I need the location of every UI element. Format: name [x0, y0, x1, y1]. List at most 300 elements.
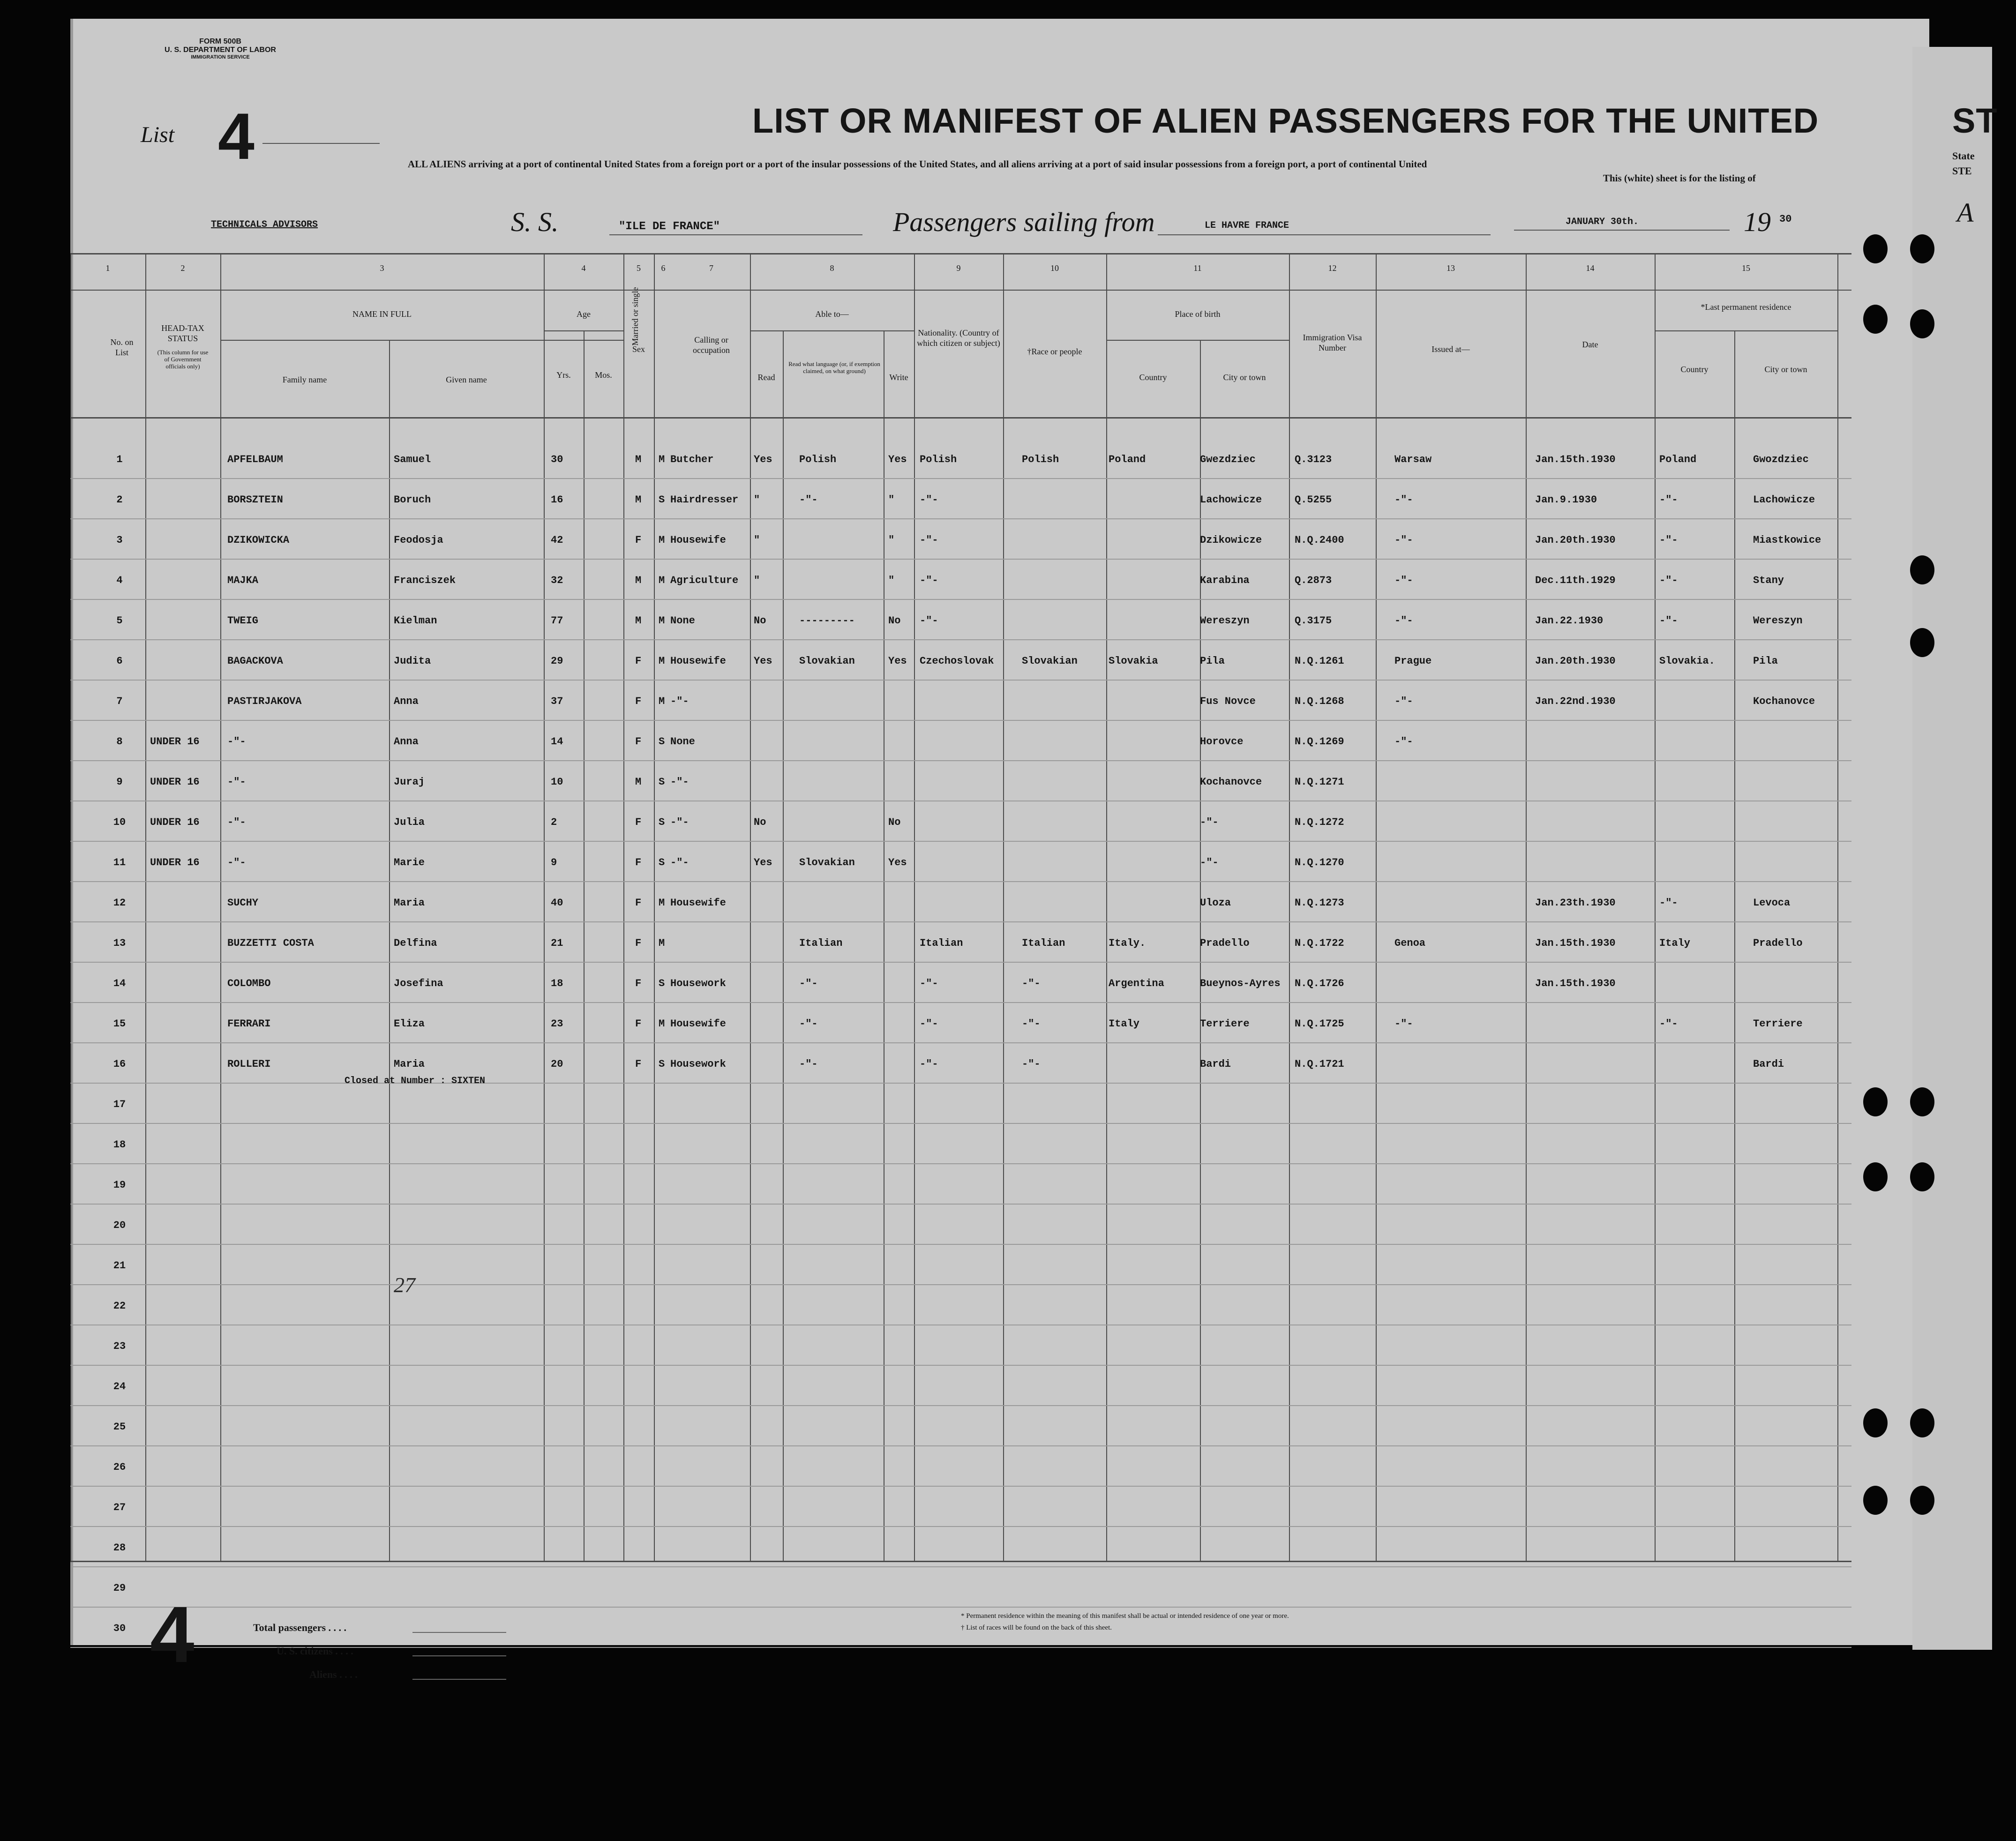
col-num-5: 5: [637, 263, 641, 273]
departure-date: JANUARY 30th.: [1566, 217, 1639, 227]
birth-city: Bardi: [1200, 1058, 1231, 1070]
ship-underline: [609, 234, 862, 235]
header-mos: Mos.: [595, 370, 612, 380]
can-read: Yes: [754, 454, 772, 465]
birth-city: Bueynos-Ayres: [1200, 978, 1281, 989]
age-years: 32: [551, 575, 563, 586]
row-rule: [70, 1002, 1851, 1003]
issued-at: Genoa: [1394, 937, 1426, 949]
given-name: Anna: [394, 696, 419, 707]
visa-number: Q.3123: [1295, 454, 1332, 465]
visa-date: Jan.15th.1930: [1535, 978, 1616, 989]
sex: F: [635, 696, 642, 707]
residence-city: Kochanovce: [1753, 696, 1815, 707]
header-race: †Race or people: [1027, 347, 1082, 356]
issued-at: -"-: [1394, 575, 1413, 586]
residence-city: Lachowicze: [1753, 494, 1815, 506]
footer-total-passengers: Total passengers . . . .: [253, 1622, 347, 1633]
row-number: 7: [116, 696, 123, 707]
row-rule: [70, 1405, 1851, 1406]
residence-city: Pradello: [1753, 937, 1803, 949]
residence-city: Pila: [1753, 655, 1778, 667]
residence-country: Poland: [1659, 454, 1697, 465]
family-name: -"-: [227, 857, 246, 868]
sailing-label: Passengers sailing from: [893, 207, 1155, 237]
family-name: PASTIRJAKOVA: [227, 696, 302, 707]
given-name: Marie: [394, 857, 425, 868]
col-border-14: [1200, 340, 1201, 1561]
residence-city: Wereszyn: [1753, 615, 1803, 627]
closed-note: Closed at Number : SIXTEN: [345, 1076, 486, 1086]
row-number: 22: [113, 1300, 126, 1312]
can-write: ": [888, 494, 895, 506]
age-years: 14: [551, 736, 563, 748]
birth-city: Karabina: [1200, 575, 1250, 586]
given-name: Franciszek: [394, 575, 456, 586]
subtitle: ALL ALIENS arriving at a port of continental United States from a foreign port or a port of the insular possessions of the United States, and all aliens arriving at a port of said insular possessions from a foreign port, a port of continental United: [408, 158, 1427, 170]
header-nationality: Nationality. (Country of which citizen or subject): [917, 328, 1000, 348]
row-number: 29: [113, 1582, 126, 1594]
birth-city: Horovce: [1200, 736, 1244, 748]
calling: -"-: [670, 696, 689, 707]
footer-list-number: 4: [150, 1590, 195, 1679]
sex: F: [635, 816, 642, 828]
row-rule: [70, 1163, 1851, 1164]
residence-city: Gwozdziec: [1753, 454, 1809, 465]
visa-date: Jan.9.1930: [1535, 494, 1597, 506]
can-write: Yes: [888, 454, 907, 465]
residence-subheader-border: [1655, 330, 1837, 331]
read-language: Italian: [799, 937, 843, 949]
departure-port: LE HAVRE FRANCE: [1205, 220, 1289, 231]
age-years: 2: [551, 816, 557, 828]
header-res-city: City or town: [1764, 365, 1807, 374]
row-rule: [70, 760, 1851, 761]
given-name: Boruch: [394, 494, 431, 506]
column-number-border: [70, 290, 1851, 291]
residence-city: Levoca: [1753, 897, 1791, 909]
family-name: BORSZTEIN: [227, 494, 283, 506]
header-date: Date: [1582, 340, 1598, 349]
family-name: COLOMBO: [227, 978, 271, 989]
binder-hole: [1910, 1162, 1934, 1191]
table-top-border: [70, 253, 1851, 254]
residence-country: Slovakia.: [1659, 655, 1715, 667]
calling: Housewife: [670, 534, 726, 546]
marital-status: S: [659, 736, 665, 748]
ss-label: S. S.: [511, 207, 559, 237]
birth-city: Pradello: [1200, 937, 1250, 949]
row-rule: [70, 1123, 1851, 1124]
can-read: ": [754, 494, 760, 506]
can-write: No: [888, 816, 901, 828]
residence-city: Miastkowice: [1753, 534, 1821, 546]
row-rule: [70, 639, 1851, 640]
header-bottom-border: [70, 417, 1851, 419]
residence-country: -"-: [1659, 897, 1678, 909]
date-underline: [1514, 230, 1730, 231]
family-name: ROLLERI: [227, 1058, 271, 1070]
row-rule: [70, 841, 1851, 842]
footnote-residence: * Permanent residence within the meaning of this manifest shall be actual or intended residence of one year or more.: [961, 1612, 1289, 1620]
marital-status: M: [659, 1018, 665, 1030]
row-number: 11: [113, 857, 126, 868]
can-write: ": [888, 534, 895, 546]
marital-status: S: [659, 816, 665, 828]
marital-status: M: [659, 615, 665, 627]
port-underline: [1158, 234, 1491, 235]
next-sheet-state: State: [1952, 150, 1975, 162]
given-name: Anna: [394, 736, 419, 748]
sex: F: [635, 655, 642, 667]
row-number: 2: [116, 494, 123, 506]
footer-border: [70, 1561, 1851, 1562]
row-number: 14: [113, 978, 126, 989]
col-num-11: 11: [1193, 263, 1202, 273]
head-tax-status: UNDER 16: [150, 736, 200, 748]
row-rule: [70, 1284, 1851, 1285]
can-write: Yes: [888, 655, 907, 667]
next-sheet-title-fragment: ST: [1952, 101, 1998, 140]
visa-number: N.Q.1270: [1295, 857, 1344, 868]
footer-us-citizens: U. S. citizens . . . .: [277, 1645, 353, 1657]
visa-date: Jan.22.1930: [1535, 615, 1604, 627]
sex: F: [635, 736, 642, 748]
family-name: BAGACKOVA: [227, 655, 283, 667]
col-num-7: 7: [709, 263, 713, 273]
can-read: Yes: [754, 655, 772, 667]
marital-status: S: [659, 1058, 665, 1070]
birth-city: Uloza: [1200, 897, 1231, 909]
sex: F: [635, 897, 642, 909]
ship-name: "ILE DE FRANCE": [619, 220, 720, 233]
read-language: Slovakian: [799, 857, 855, 868]
next-sheet-ste: STE: [1952, 165, 1972, 177]
can-read: Yes: [754, 857, 772, 868]
row-rule: [70, 599, 1851, 600]
nationality: -"-: [920, 575, 938, 586]
visa-number: N.Q.1271: [1295, 776, 1344, 788]
row-number: 28: [113, 1542, 126, 1554]
race: -"-: [1022, 978, 1041, 989]
residence-country: Italy: [1659, 937, 1691, 949]
row-number: 13: [113, 937, 126, 949]
age-years: 40: [551, 897, 563, 909]
read-language: -"-: [799, 494, 818, 506]
can-read: ": [754, 575, 760, 586]
row-number: 5: [116, 615, 123, 627]
residence-city: Bardi: [1753, 1058, 1784, 1070]
can-write: No: [888, 615, 901, 627]
calling: Hairdresser: [670, 494, 739, 506]
family-name: DZIKOWICKA: [227, 534, 290, 546]
visa-number: N.Q.2400: [1295, 534, 1344, 546]
residence-country: -"-: [1659, 494, 1678, 506]
sex: M: [635, 494, 642, 506]
row-number: 26: [113, 1461, 126, 1473]
row-rule: [70, 1566, 1851, 1567]
age-years: 10: [551, 776, 563, 788]
birth-country: Poland: [1109, 454, 1146, 465]
visa-number: N.Q.1721: [1295, 1058, 1344, 1070]
visa-number: Q.2873: [1295, 575, 1332, 586]
family-name: MAJKA: [227, 575, 259, 586]
header-birth-city: City or town: [1223, 373, 1266, 382]
row-number: 15: [113, 1018, 126, 1030]
row-number: 18: [113, 1139, 126, 1151]
row-rule: [70, 518, 1851, 519]
visa-date: Jan.23th.1930: [1535, 897, 1616, 909]
birth-city: Lachowicze: [1200, 494, 1262, 506]
calling: Butcher: [670, 454, 714, 465]
row-number: 10: [113, 816, 126, 828]
calling: None: [670, 615, 695, 627]
given-name: Feodosja: [394, 534, 443, 546]
race: Polish: [1022, 454, 1059, 465]
header-place-of-birth: Place of birth: [1175, 309, 1221, 319]
issued-at: Warsaw: [1394, 454, 1432, 465]
header-head-tax-note: (This column for use of Government officials only): [157, 349, 209, 370]
col-num-10: 10: [1050, 263, 1059, 273]
visa-number: N.Q.1725: [1295, 1018, 1344, 1030]
birth-city: Terriere: [1200, 1018, 1250, 1030]
header-birth-country: Country: [1139, 373, 1167, 382]
read-language: Polish: [799, 454, 837, 465]
marital-status: S: [659, 494, 665, 506]
age-years: 9: [551, 857, 557, 868]
binder-hole: [1910, 555, 1934, 584]
calling: -"-: [670, 776, 689, 788]
header-visa: Immigration Visa Number: [1303, 333, 1362, 352]
birth-city: Wereszyn: [1200, 615, 1250, 627]
page-title: LIST OR MANIFEST OF ALIEN PASSENGERS FOR THE UNITED: [752, 101, 1819, 140]
age-years: 23: [551, 1018, 563, 1030]
age-years: 37: [551, 696, 563, 707]
read-language: Slovakian: [799, 655, 855, 667]
given-name: Josefina: [394, 978, 443, 989]
row-number: 27: [113, 1502, 126, 1513]
nationality: Italian: [920, 937, 963, 949]
header-issued-at: Issued at—: [1431, 344, 1470, 354]
visa-number: N.Q.1268: [1295, 696, 1344, 707]
birth-city: Fus Novce: [1200, 696, 1256, 707]
col-border-9: [783, 330, 784, 1561]
binder-hole: [1910, 628, 1934, 657]
footer-line-2: [412, 1655, 506, 1656]
sex: F: [635, 937, 642, 949]
marital-status: S: [659, 776, 665, 788]
issued-at: -"-: [1394, 494, 1413, 506]
footer-aliens: Aliens . . . .: [309, 1669, 358, 1680]
header-read-lang: Read what language (or, if exemption claimed, on what ground): [788, 360, 880, 374]
row-rule: [70, 962, 1851, 963]
given-name: Eliza: [394, 1018, 425, 1030]
visa-number: N.Q.1273: [1295, 897, 1344, 909]
birth-country: Italy.: [1109, 937, 1146, 949]
calling: None: [670, 736, 695, 748]
marital-status: M: [659, 937, 665, 949]
nationality: -"-: [920, 978, 938, 989]
header-married: Married or single: [630, 287, 640, 346]
col-num-12: 12: [1328, 263, 1337, 273]
read-language: -"-: [799, 1018, 818, 1030]
visa-date: Dec.11th.1929: [1535, 575, 1616, 586]
calling: Housewife: [670, 655, 726, 667]
next-sheet-letter: A: [1957, 197, 1974, 228]
family-name: -"-: [227, 776, 246, 788]
sex: F: [635, 1018, 642, 1030]
col-num-14: 14: [1586, 263, 1595, 273]
marital-status: M: [659, 655, 665, 667]
marital-status: S: [659, 978, 665, 989]
sex: M: [635, 454, 642, 465]
calling: -"-: [670, 857, 689, 868]
row-number: 16: [113, 1058, 126, 1070]
age-years: 42: [551, 534, 563, 546]
row-rule: [70, 1204, 1851, 1205]
row-rule: [70, 921, 1851, 922]
birth-city: Kochanovce: [1200, 776, 1262, 788]
marital-status: M: [659, 534, 665, 546]
row-rule: [70, 478, 1851, 479]
can-write: ": [888, 575, 895, 586]
residence-city: Stany: [1753, 575, 1784, 586]
given-name: Samuel: [394, 454, 431, 465]
row-number: 25: [113, 1421, 126, 1433]
visa-number: Q.3175: [1295, 615, 1332, 627]
list-number: 4: [218, 99, 255, 173]
row-rule: [70, 1607, 1851, 1608]
family-name: BUZZETTI COSTA: [227, 937, 314, 949]
footer-line-1: [412, 1632, 506, 1633]
row-rule: [70, 1244, 1851, 1245]
row-number: 19: [113, 1179, 126, 1191]
given-name: Julia: [394, 816, 425, 828]
read-language: -"-: [799, 978, 818, 989]
birth-city: Gwezdziec: [1200, 454, 1256, 465]
manifest-sheet: [70, 19, 1929, 1645]
visa-number: N.Q.1269: [1295, 736, 1344, 748]
row-rule: [70, 881, 1851, 882]
col-num-4: 4: [581, 263, 586, 273]
header-read: Read: [757, 373, 775, 382]
issued-at: -"-: [1394, 534, 1413, 546]
row-number: 3: [116, 534, 123, 546]
col-num-1: 1: [105, 263, 110, 273]
birth-city: -"-: [1200, 816, 1219, 828]
can-write: Yes: [888, 857, 907, 868]
row-number: 8: [116, 736, 123, 748]
calling: Housewife: [670, 897, 726, 909]
calling: Housewife: [670, 1018, 726, 1030]
list-label: List: [141, 122, 175, 147]
calling: Housework: [670, 978, 726, 989]
visa-date: Jan.20th.1930: [1535, 534, 1616, 546]
row-number: 1: [116, 454, 123, 465]
row-rule: [70, 1042, 1851, 1043]
header-calling: Calling or occupation: [693, 335, 730, 355]
binder-hole: [1910, 1486, 1934, 1515]
family-name: TWEIG: [227, 615, 259, 627]
col-num-3: 3: [380, 263, 384, 273]
visa-number: N.Q.1722: [1295, 937, 1344, 949]
list-underline: [262, 143, 380, 144]
birth-city: -"-: [1200, 857, 1219, 868]
issued-at: -"-: [1394, 736, 1413, 748]
nationality: -"-: [920, 534, 938, 546]
birth-country: Italy: [1109, 1018, 1140, 1030]
calling: Agriculture: [670, 575, 739, 586]
visa-number: Q.5255: [1295, 494, 1332, 506]
visa-date: Jan.22nd.1930: [1535, 696, 1616, 707]
sex: F: [635, 1058, 642, 1070]
name-subheader-border: [220, 340, 623, 341]
issued-at: -"-: [1394, 1018, 1413, 1030]
visa-number: N.Q.1261: [1295, 655, 1344, 667]
col-border-5: [584, 330, 585, 1561]
family-name: APFELBAUM: [227, 454, 283, 465]
row-number: 21: [113, 1260, 126, 1272]
calling: -"-: [670, 816, 689, 828]
binder-hole: [1863, 1087, 1888, 1116]
row-number: 24: [113, 1381, 126, 1392]
row-rule: [70, 1486, 1851, 1487]
visa-number: N.Q.1726: [1295, 978, 1344, 989]
row-rule: [70, 559, 1851, 560]
row-rule: [70, 1445, 1851, 1446]
age-years: 29: [551, 655, 563, 667]
row-number: 6: [116, 655, 123, 667]
row-number: 23: [113, 1340, 126, 1352]
marital-status: S: [659, 857, 665, 868]
marital-status: M: [659, 897, 665, 909]
row-rule: [70, 720, 1851, 721]
birth-city: Pila: [1200, 655, 1225, 667]
sex: M: [635, 615, 642, 627]
race: Slovakian: [1022, 655, 1078, 667]
birth-city: Dzikowicze: [1200, 534, 1262, 546]
header-given-name: Given name: [446, 375, 487, 384]
row-rule: [70, 1365, 1851, 1366]
race: -"-: [1022, 1058, 1041, 1070]
stamp: TECHNICALS ADVISORS: [211, 219, 318, 230]
issued-at: Prague: [1394, 655, 1432, 667]
row-number: 17: [113, 1099, 126, 1110]
given-name: Kielman: [394, 615, 437, 627]
age-years: 21: [551, 937, 563, 949]
family-name: SUCHY: [227, 897, 259, 909]
header-write: Write: [889, 373, 908, 382]
binder-hole: [1863, 1408, 1888, 1437]
read-language: -"-: [799, 1058, 818, 1070]
header-res-country: Country: [1680, 365, 1709, 374]
binder-hole: [1863, 1162, 1888, 1191]
age-years: 77: [551, 615, 563, 627]
header-sex: Sex: [632, 344, 645, 354]
col-border-19: [1734, 330, 1735, 1561]
footer-line-3: [412, 1679, 506, 1680]
col-num-15: 15: [1742, 263, 1750, 273]
birth-subheader-border: [1106, 340, 1289, 341]
binder-hole: [1910, 309, 1934, 338]
residence-city: Terriere: [1753, 1018, 1803, 1030]
race: -"-: [1022, 1018, 1041, 1030]
col-num-9: 9: [956, 263, 961, 273]
header-last-residence: *Last permanent residence: [1701, 302, 1791, 312]
row-number: 9: [116, 776, 123, 788]
year-suffix: 30: [1779, 213, 1792, 225]
sex: M: [635, 776, 642, 788]
